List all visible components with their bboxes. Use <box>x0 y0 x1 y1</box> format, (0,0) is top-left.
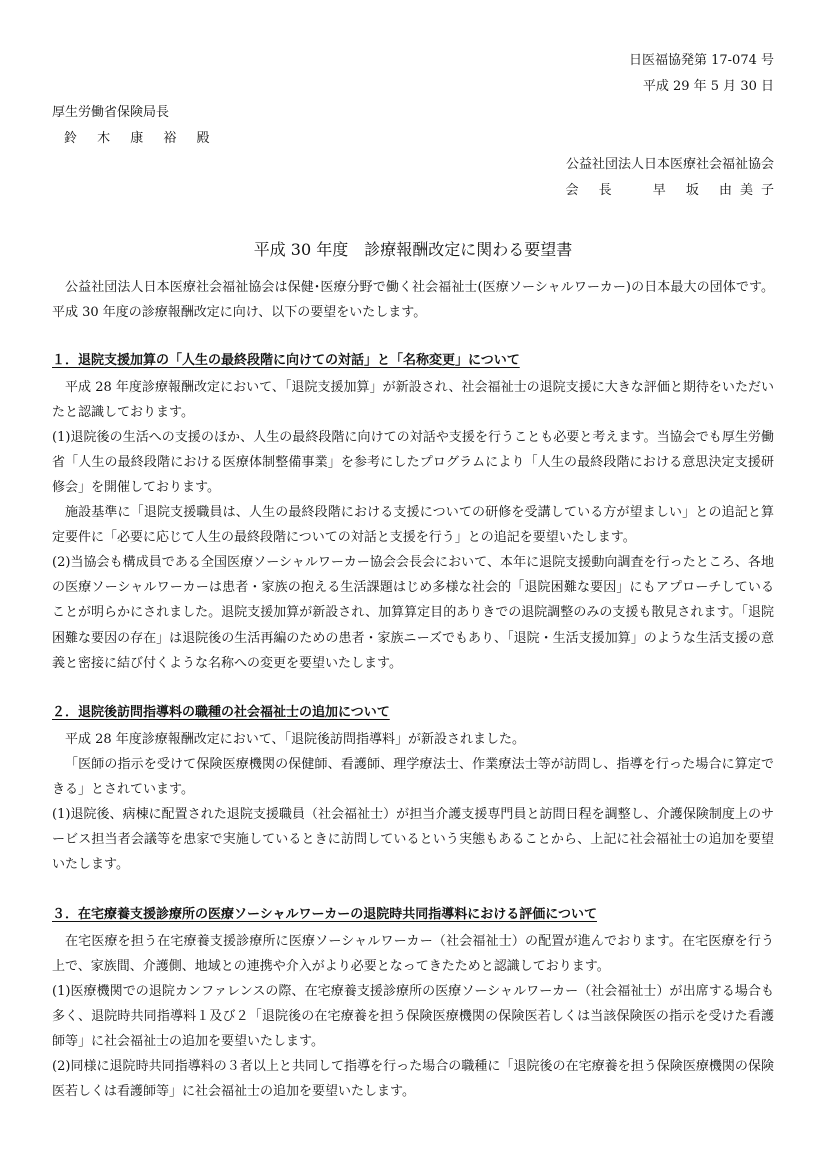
section-3-heading: ３．在宅療養支援診療所の医療ソーシャルワーカーの退院時共同指導料における評価について <box>52 907 597 922</box>
sender-organization: 公益社団法人日本医療社会福祉協会 <box>565 157 774 172</box>
section-1-paragraph-2: (1)退院後の生活への支援のほか、人生の最終段階に向けての対話や支援を行うことも必要と考えます。当協会でも厚生労働省「人生の最終段階における医療体制整備事業」を参考にしたプログラムにより「人生の最終段階における意思決定支援研修会」を開催しております。 <box>52 430 774 496</box>
addressee-organization: 厚生労働省保険局長 <box>52 105 170 120</box>
section-2-paragraph-3: (1)退院後、病棟に配置された退院支援職員（社会福祉士）が担当介護支援専門員と訪問日程を調整し、介護保険制度上のサービス担当者会議等を患家で実施しているときに訪問しているという実態もあることから、上記に社会福祉士の追加を要望いたします。 <box>52 807 774 873</box>
section-3-paragraph-1: 在宅医療を担う在宅療養支援診療所に医療ソーシャルワーカー（社会福祉士）の配置が進んでおります。在宅医療を行う上で、家族間、介護側、地域との連携や介入がより必要となってきたためと認識しております。 <box>52 934 774 975</box>
section-1-paragraph-3: 施設基準に「退院支援職員は、人生の最終段階における支援についての研修を受講している方が望ましい」との追記と算定要件に「必要に応じて人生の最終段階についての対話と支援を行う」との追記を要望いたします。 <box>52 505 774 546</box>
document-number: 日医福協発第 17-074 号 <box>628 53 774 68</box>
intro-paragraph: 公益社団法人日本医療社会福祉協会は保健･医療分野で働く社会福祉士(医療ソーシャルワーカー)の日本最大の団体です。平成 30 年度の診療報酬改定に向け、以下の要望をいたします。 <box>52 280 774 321</box>
section-1-heading: １．退院支援加算の「人生の最終段階に向けての対話」と「名称変更」について <box>52 353 520 368</box>
addressee-name: 鈴 木 康 裕 殿 <box>64 131 218 146</box>
document-date: 平成 29 年 5 月 30 日 <box>642 79 774 94</box>
section-2-heading: ２．退院後訪問指導料の職種の社会福祉士の追加について <box>52 705 390 720</box>
sender-title-name: 会 長 早 坂 由美子 <box>565 183 782 198</box>
section-1-paragraph-4: (2)当協会も構成員である全国医療ソーシャルワーカー協会会長会において、本年に退院支援動向調査を行ったところ、各地の医療ソーシャルワーカーは患者・家族の抱える生活課題はじめ多様な社会的「退院困難な要因」にもアプローチしていることが明らかにされました。退院支援加算が新設され、加算算定目的ありきでの退院調整のみの支援も散見されます。「退院困難な要因の存在」は退院後の生活再編のための患者・家族ニーズでもあり、「退院・生活支援加算」のような生活支援の意義と密接に結び付くような名称への変更を要望いたします。 <box>52 555 774 671</box>
section-3-paragraph-2: (1)医療機関での退院カンファレンスの際、在宅療養支援診療所の医療ソーシャルワーカー（社会福祉士）が出席する場合も多く、退院時共同指導料１及び２「退院後の在宅療養を担う保険医療機関の保険医若しくは当該保険医の指示を受けた看護師等」に社会福祉士の追加を要望いたします。 <box>52 984 774 1050</box>
section-1-paragraph-1: 平成 28 年度診療報酬改定において、「退院支援加算」が新設され、社会福祉士の退院支援に大きな評価と期待をいただいたと認識しております。 <box>52 380 774 421</box>
section-2-paragraph-2: 「医師の指示を受けて保険医療機関の保健師、看護師、理学療法士、作業療法士等が訪問し、指導を行った場合に算定できる」とされています。 <box>52 757 774 798</box>
section-3-paragraph-3: (2)同様に退院時共同指導料の３者以上と共同して指導を行った場合の職種に「退院後の在宅療養を担う保険医療機関の保険医若しくは看護師等」に社会福祉士の追加を要望いたします。 <box>52 1059 774 1100</box>
section-2-paragraph-1: 平成 28 年度診療報酬改定において、「退院後訪問指導料」が新設されました。 <box>65 732 526 747</box>
document-title: 平成 30 年度 診療報酬改定に関わる要望書 <box>253 240 573 259</box>
